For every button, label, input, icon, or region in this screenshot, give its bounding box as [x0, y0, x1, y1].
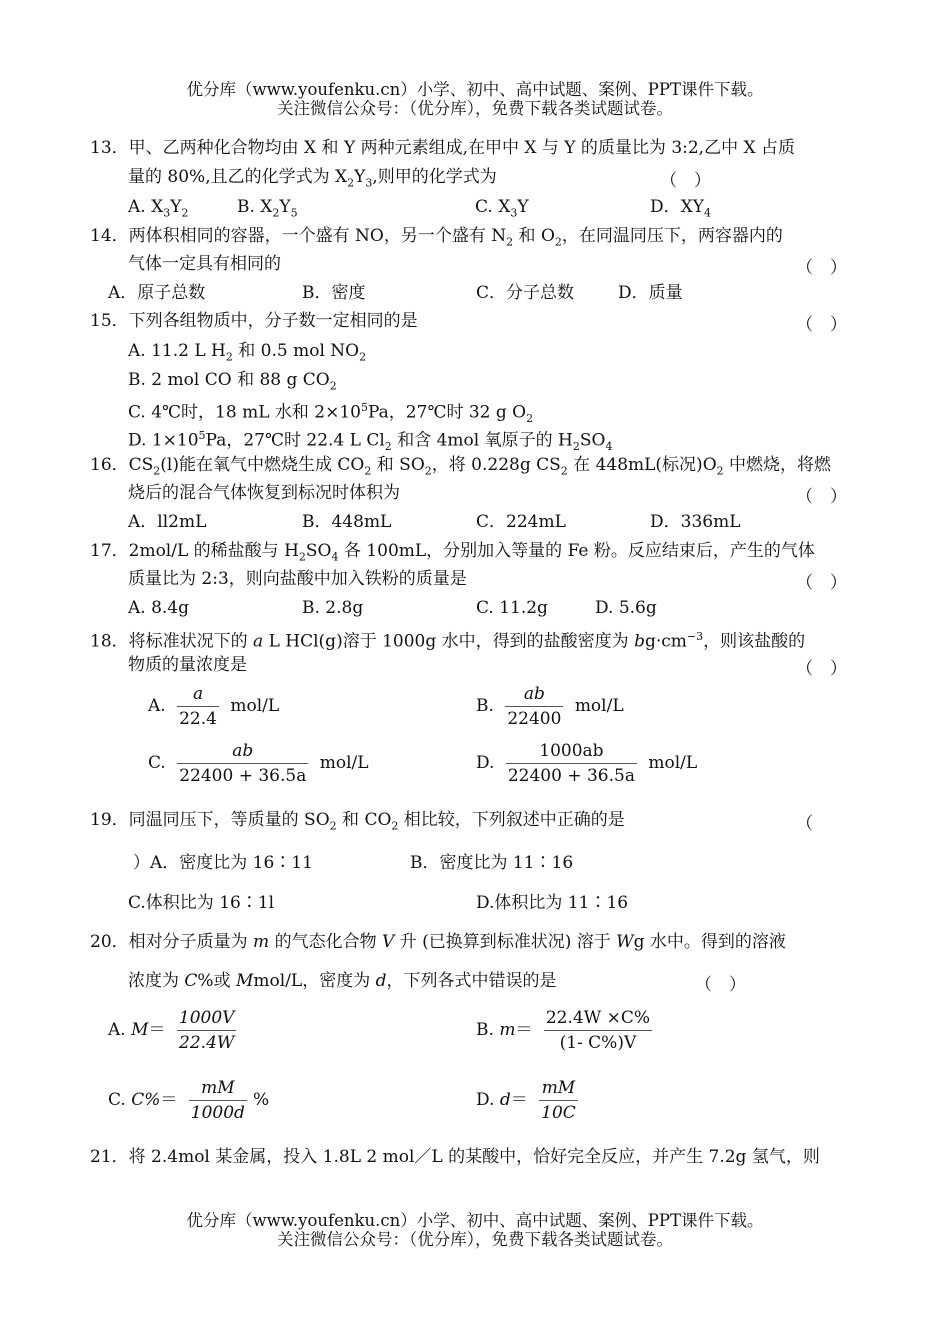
footer-line-2: 关注微信公众号：（优分库），免费下载各类试题试卷。	[277, 1230, 673, 1249]
q17-line-2: 质量比为 2:3，则向盐酸中加入铁粉的质量是	[128, 569, 467, 589]
q19-stem: 19．同温同压下，等质量的 $SO_2$ 和 $CO_2$ 相比较，下列叙述中正确的是	[90, 810, 625, 833]
q20-answer-bracket: （ ）	[695, 975, 746, 995]
q18-line-2: 物质的量浓度是	[128, 655, 247, 675]
q13-option-d: D．$XY_4$	[650, 197, 711, 220]
q20-option-a: A. M＝ $\frac{1000V}{22.4W}$	[108, 1008, 235, 1053]
q17-option-a: A. 8.4g	[128, 598, 190, 618]
q16-option-c: C．224mL	[476, 512, 566, 532]
q14-option-d: D．质量	[618, 283, 683, 303]
q13-option-c: C. $X_3Y$	[475, 197, 529, 220]
q13-line-2: 量的 80%,且乙的化学式为 $X_2Y_3$,则甲的化学式为	[128, 167, 497, 190]
q16-option-d: D．336mL	[650, 512, 741, 532]
q14-option-b: B．密度	[302, 283, 366, 303]
q13-line-1: 13．甲、乙两种化合物均由 X 和 Y 两种元素组成,在甲中 X 与 Y 的质量比为 3:2,乙中 X 占质	[90, 138, 796, 158]
q13-option-b: B. $X_2Y_5$	[237, 197, 298, 220]
q15-answer-bracket: （ ）	[796, 315, 847, 335]
header-line-1: 优分库（www.youfenku.cn）小学、初中、高中试题、案例、PPT课件下载。	[186, 80, 764, 99]
q21-line-1: 21．将 2.4mol 某金属，投入 1.8L 2 mol／L 的某酸中，恰好完全反应，并产生 7.2g 氢气，则	[90, 1147, 820, 1167]
q15-stem: 15．下列各组物质中，分子数一定相同的是	[90, 311, 418, 331]
q15-option-a: A. 11.2 L $H_2$ 和 0.5 mol $NO_2$	[128, 341, 367, 364]
header-line-2: 关注微信公众号：（优分库），免费下载各类试题试卷。	[277, 99, 673, 118]
q20-option-b: B. m＝ $\frac{22.4W \times C\%}{(1- C\%)V}$	[476, 1008, 650, 1053]
q20-line-1: 20．相对分子质量为 m 的气态化合物 V 升 (已换算到标准状况) 溶于 Wg 水中。得到的溶液	[90, 932, 786, 952]
q15-option-d: D. $1\times 10^5Pa$，27℃时 22.4 L $Cl_2$ 和含 4mol 氧原子的 $H_2SO_4$	[128, 429, 613, 454]
q17-option-c: C. 11.2g	[476, 598, 548, 618]
q20-option-d: D. d＝ $\frac{mM}{10C}$	[476, 1078, 576, 1123]
q18-option-c: C. $\frac{ab}{22400 + 36.5a}$ mol/L	[148, 741, 369, 786]
q15-option-b: B. 2 mol CO 和 88 g $CO_2$	[128, 370, 337, 393]
q17-option-b: B. 2.8g	[302, 598, 364, 618]
q14-answer-bracket: （ ）	[796, 258, 847, 278]
q15-option-c: C. 4℃时，18 mL 水和 $2\times 10^5Pa$，27℃时 32 g $O_2$	[128, 401, 534, 426]
q17-line-1: 17．2mol/L 的稀盐酸与 $H_2SO_4$ 各 100mL，分别加入等量的 Fe 粉。反应结束后，产生的气体	[90, 541, 815, 564]
footer-line-1: 优分库（www.youfenku.cn）小学、初中、高中试题、案例、PPT课件下载。	[186, 1211, 764, 1230]
q16-option-b: B．448mL	[302, 512, 392, 532]
q18-option-b: B. $\frac{ab}{22400}$ mol/L	[476, 684, 624, 729]
q16-answer-bracket: （ ）	[796, 487, 847, 507]
q19-answer-bracket-open: （	[796, 814, 813, 834]
q14-option-a: A．原子总数	[108, 283, 206, 303]
q14-option-c: C．分子总数	[476, 283, 575, 303]
q13-answer-bracket: （ ）	[660, 171, 711, 191]
q18-answer-bracket: （ ）	[796, 659, 847, 679]
q18-option-a: A. $\frac{a}{22.4}$ mol/L	[148, 684, 280, 729]
q14-line-2: 气体一定具有相同的	[128, 254, 281, 274]
q19-option-d: D.体积比为 11∶16	[476, 893, 629, 913]
q19-option-c: C.体积比为 16∶1l	[128, 893, 275, 913]
q16-line-1: 16．$CS_2(l)$能在氧气中燃烧生成 $CO_2$ 和 $SO_2$，将 0.228g $CS_2$ 在 448mL(标况)$O_2$ 中燃烧，将燃	[90, 455, 832, 478]
q20-line-2: 浓度为 C%或 Mmol/L，密度为 d，下列各式中错误的是	[128, 971, 557, 991]
q18-option-d: D. $\frac{1000ab}{22400 + 36.5a}$ mol/L	[476, 741, 698, 786]
q16-option-a: A．ll2mL	[128, 512, 207, 532]
q13-option-a: A. $X_3Y_2$	[128, 197, 189, 220]
q19-option-a: ）A．密度比为 16∶11	[133, 853, 313, 873]
q18-line-1: 18．将标准状况下的 a L HCl(g)溶于 1000g 水中，得到的盐酸密度为 $bg\cdot cm^{-3}$，则该盐酸的	[90, 630, 806, 652]
q17-answer-bracket: （ ）	[796, 573, 847, 593]
q19-option-b: B．密度比为 11∶16	[410, 853, 574, 873]
q17-option-d: D. 5.6g	[595, 598, 657, 618]
q20-option-c: C. C%＝ $\frac{mM}{1000d}$ %	[108, 1078, 270, 1123]
q16-line-2: 烧后的混合气体恢复到标况时体积为	[128, 483, 400, 503]
q14-line-1: 14．两体积相同的容器，一个盛有 NO，另一个盛有 $N_2$ 和 $O_2$，在同温同压下，两容器内的	[90, 226, 783, 249]
